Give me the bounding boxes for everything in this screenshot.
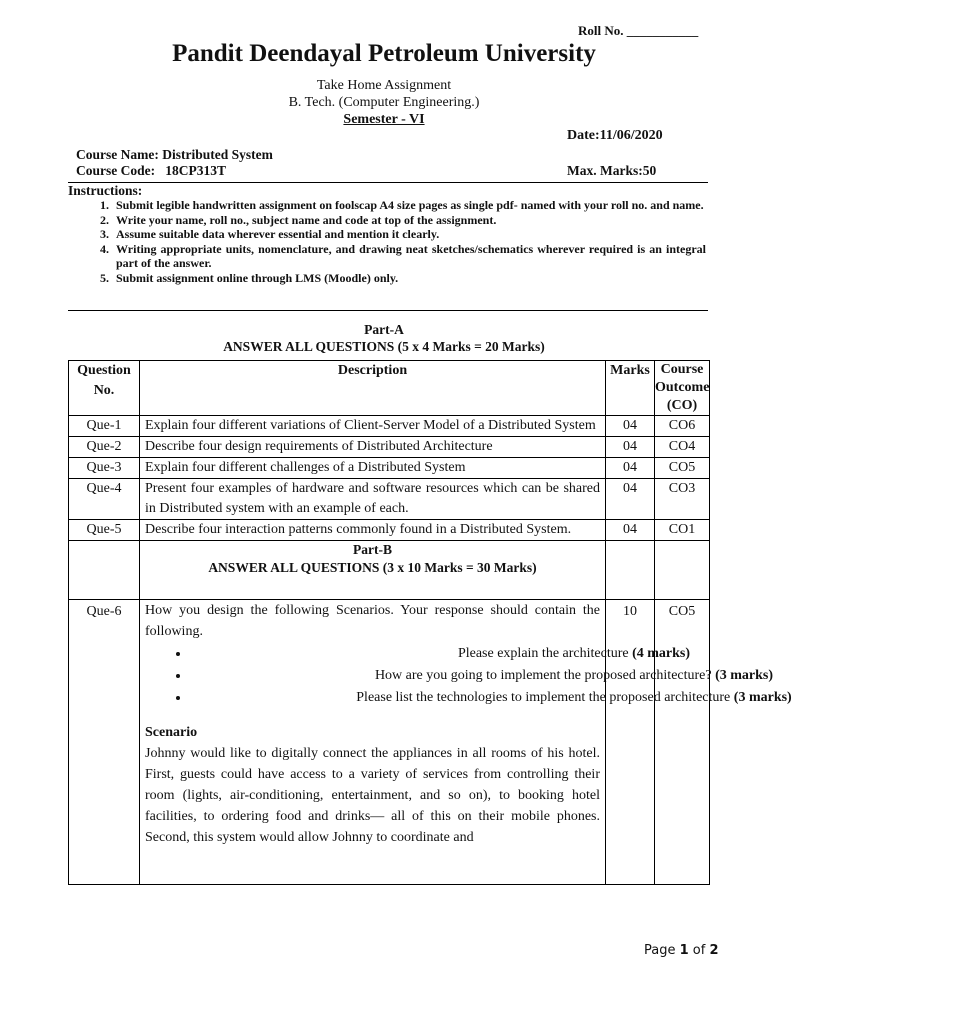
- question-number: Que-2: [69, 437, 140, 458]
- question-co: CO6: [655, 416, 710, 437]
- table-row: [69, 416, 710, 437]
- instruction-item: 5. Submit assignment online through LMS (Moodle) only.: [112, 271, 706, 286]
- question-marks: 04: [606, 416, 655, 437]
- question-co: CO3: [655, 479, 710, 520]
- question-number: Que-6: [69, 600, 140, 885]
- part-b-heading: [140, 541, 606, 600]
- scenario-text: Johnny would like to digitally connect the appliances in all rooms of his hotel. First, guests could have access to a variety of services from controlling their room (lights, air-conditioning, entertainment, and so on), to booking hotel facilities, to ordering food and drinks— all of this on their mobile phones. Second, this system would allow Johnny to coordinate and: [145, 746, 600, 845]
- table-row: [69, 600, 710, 885]
- question-intro: How you design the following Scenarios. Your response should contain the following.: [145, 603, 600, 639]
- part-a-title: Part-A: [364, 322, 404, 337]
- divider: [68, 182, 708, 183]
- requirement-list: [145, 643, 958, 708]
- question-number: Que-4: [69, 479, 140, 520]
- part-b-row: [69, 541, 710, 600]
- instruction-item: 2. Write your name, roll no., subject name and code at top of the assignment.: [112, 213, 706, 228]
- question-description: Describe four design requirements of Distributed Architecture: [140, 437, 606, 458]
- requirement-item: • How are you going to implement the proposed architecture? (3 marks): [190, 665, 958, 686]
- questions-table: [68, 360, 792, 885]
- question-marks: 04: [606, 479, 655, 520]
- exam-date: Date:11/06/2020: [567, 128, 663, 143]
- question-marks: 04: [606, 437, 655, 458]
- roll-number-field: Roll No. ___________: [578, 23, 699, 38]
- table-row: [69, 458, 710, 479]
- question-co: CO1: [655, 520, 710, 541]
- question-description: Present four examples of hardware and software resources which can be shared in Distributed system with an example of each.: [140, 479, 606, 520]
- table-header-row: [69, 361, 710, 416]
- university-title: Pandit Deendayal Petroleum University: [172, 40, 596, 67]
- requirement-item: • Please explain the architecture (4 marks): [190, 643, 958, 664]
- question-co: CO5: [655, 458, 710, 479]
- instruction-item: 4. Writing appropriate units, nomenclature, and drawing neat sketches/schematics wherever required is an integral part of the answer.: [112, 242, 706, 271]
- question-number: Que-5: [69, 520, 140, 541]
- table-row: [69, 437, 710, 458]
- course-outcome-header: Course Outcome (CO): [655, 361, 710, 416]
- empty-cell: [606, 541, 655, 600]
- table-row: [69, 479, 710, 520]
- description-header: Description: [140, 361, 606, 416]
- question-description: Describe four interaction patterns commonly found in a Distributed System.: [140, 520, 606, 541]
- assignment-type: Take Home Assignment: [316, 78, 452, 93]
- part-b-title: Part-B: [353, 542, 392, 557]
- course-name: Course Name: Distributed System: [76, 147, 273, 162]
- page-number: Page 1 of 2: [644, 943, 719, 958]
- requirement-item: • Please list the technologies to implement the proposed architecture (3 marks): [190, 687, 958, 708]
- empty-cell: [655, 541, 710, 600]
- table-row: [69, 520, 710, 541]
- max-marks: Max. Marks:50: [567, 163, 657, 178]
- question-description: Explain four different challenges of a Distributed System: [140, 458, 606, 479]
- instruction-item: 3. Assume suitable data wherever essential and mention it clearly.: [112, 227, 706, 242]
- scenario-heading: Scenario: [145, 725, 198, 740]
- part-a-subtitle: ANSWER ALL QUESTIONS (5 x 4 Marks = 20 Marks): [223, 339, 545, 354]
- question-co: CO4: [655, 437, 710, 458]
- instructions-list: [68, 198, 706, 286]
- part-b-subtitle: ANSWER ALL QUESTIONS (3 x 10 Marks = 30 Marks): [208, 560, 537, 575]
- instruction-item: 1. Submit legible handwritten assignment on foolscap A4 size pages as single pdf- named with your roll no. and name.: [112, 198, 706, 213]
- question-number: Que-1: [69, 416, 140, 437]
- semester-label: Semester - VI: [343, 112, 425, 127]
- question-number: Que-3: [69, 458, 140, 479]
- divider: [68, 310, 708, 311]
- program-name: B. Tech. (Computer Engineering.): [288, 95, 480, 110]
- empty-cell: [69, 541, 140, 600]
- marks-header: Marks: [606, 361, 655, 416]
- question-marks: 10: [606, 600, 655, 885]
- part-a-heading: [0, 321, 768, 355]
- instructions-heading: Instructions:: [68, 183, 143, 198]
- question-no-header: Question No.: [69, 361, 140, 416]
- question-co: CO5: [655, 600, 710, 885]
- question-marks: 04: [606, 520, 655, 541]
- question-description: Explain four different variations of Client-Server Model of a Distributed System: [140, 416, 606, 437]
- question-marks: 04: [606, 458, 655, 479]
- course-code: Course Code: 18CP313T: [76, 163, 226, 178]
